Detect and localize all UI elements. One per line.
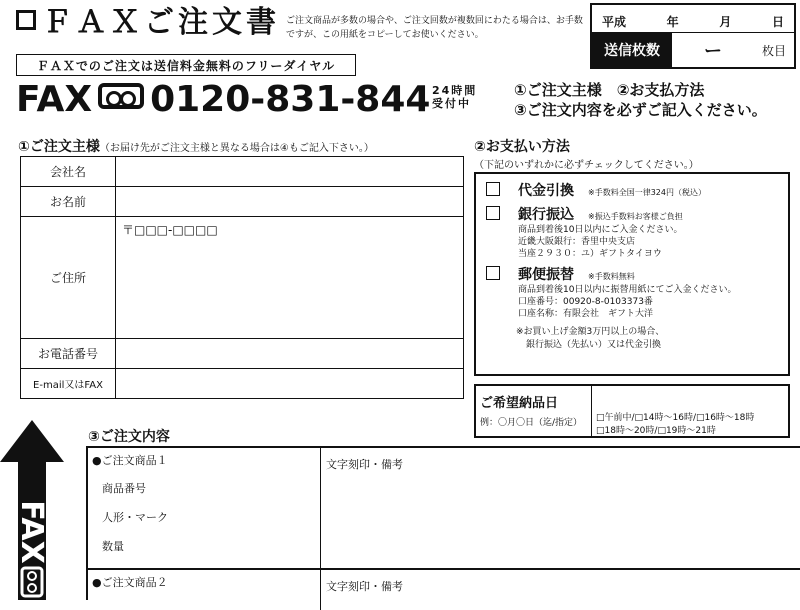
bank-checkbox[interactable] <box>486 206 500 220</box>
footnote-line-1: ※お買い上げ金額3万円以上の場合、 <box>516 327 665 337</box>
bank-line: 当座２９３０：ユ）ギフトタイヨウ <box>518 249 662 259</box>
delivery-slots <box>592 386 788 436</box>
sheets-label: 送信枚数 <box>592 33 672 67</box>
name-label: お名前 <box>21 187 116 217</box>
footnote-line-2: 銀行振込（先払い）又は代金引換 <box>526 340 662 350</box>
postal-line: 口座番号：00920-8-0103373番 <box>518 297 653 307</box>
email-label: E-mail又はFAX <box>21 369 116 399</box>
order-item-1 <box>88 448 800 570</box>
customer-note: （お届け先がご注文主様と異なる場合は④もご記入下さい。） <box>99 143 374 154</box>
order-heading: ③ご注文内容 <box>88 429 170 445</box>
square-icon <box>16 10 36 30</box>
order-item-2-note[interactable] <box>320 570 800 610</box>
payment-note: （下記のいずれかに必ずチェックしてください。） <box>474 160 699 171</box>
company-input[interactable] <box>116 157 464 187</box>
customer-table <box>20 156 464 399</box>
date-box <box>590 3 796 69</box>
address-label: ご住所 <box>21 217 116 339</box>
hours-line-2: 受付中 <box>432 97 471 110</box>
page-title <box>16 6 280 40</box>
doll-mark-label[interactable]: 人形・マーク <box>102 511 168 524</box>
fax-number-text: 0120-831-844 <box>150 79 431 120</box>
phone-input[interactable] <box>116 339 464 369</box>
month-field[interactable]: 月 <box>719 15 732 29</box>
postal-name: 郵便振替 <box>518 267 574 283</box>
company-label: 会社名 <box>21 157 116 187</box>
bank-line: 商品到着後10日以内にご入金ください。 <box>518 225 683 235</box>
steps-line-1: ①ご注文主様 ②お支払方法 <box>514 81 705 99</box>
order-item-2-left <box>88 570 321 610</box>
page-title-text: ＦＡＸご注文書 <box>42 5 280 40</box>
steps-instructions <box>514 80 767 120</box>
delivery-slot-line-1[interactable]: □午前中/□14時～16時/□16時～18時 <box>596 413 755 423</box>
bank-name: 銀行振込 <box>518 207 574 223</box>
engraving-label: 文字刻印・備考 <box>326 458 403 471</box>
engraving-label: 文字刻印・備考 <box>326 580 403 593</box>
free-dial-banner: ＦＡＸでのご注文は送信料金無料のフリーダイヤル <box>16 54 356 76</box>
sheets-value[interactable]: ー <box>704 41 722 62</box>
hours-line-1: 24時間 <box>432 84 478 97</box>
steps-line-2: ③ご注文内容を必ずご記入ください。 <box>514 101 767 119</box>
payment-postal <box>486 264 778 320</box>
postal-code-boxes[interactable]: 〒□□□-□□□□ <box>122 223 218 237</box>
delivery-slot-line-2[interactable]: □18時～20時/□19時～21時 <box>596 426 716 436</box>
arrow-label: FAX <box>14 500 49 564</box>
payment-heading: ②お支払い方法 <box>474 139 570 155</box>
phone-label: お電話番号 <box>21 339 116 369</box>
product-number-label[interactable]: 商品番号 <box>102 482 146 495</box>
postal-fee: ※手数料無料 <box>588 272 635 281</box>
postal-line: 商品到着後10日以内に振替用紙にてご入金ください。 <box>518 285 737 295</box>
delivery-example[interactable]: 例：〇月〇日（迄/指定） <box>480 418 583 428</box>
customer-heading-text: ①ご注文主様 <box>18 139 100 155</box>
cod-checkbox[interactable] <box>486 182 500 196</box>
sheets-unit: 枚目 <box>761 43 786 58</box>
order-item-1-left <box>88 448 321 568</box>
customer-heading <box>18 136 374 156</box>
order-item-2 <box>88 570 800 610</box>
payment-bank <box>486 204 778 260</box>
email-input[interactable] <box>116 369 464 399</box>
cod-fee: ※手数料全国一律324円（税込） <box>588 188 706 197</box>
order-table <box>86 446 800 600</box>
bank-fee: ※振込手数料お客様ご負担 <box>588 212 683 221</box>
order-item-name: ●ご注文商品１ <box>92 454 168 467</box>
intro-text: ご注文商品が多数の場合や、ご注文回数が複数回にわたる場合は、お手数ですが、この用紙をコピーしてお使いください。 <box>286 16 583 40</box>
delivery-box <box>474 384 790 438</box>
order-item-1-note[interactable] <box>320 448 800 568</box>
payment-footnote <box>486 326 778 352</box>
name-input[interactable] <box>116 187 464 217</box>
address-input[interactable] <box>116 217 464 339</box>
quantity-label[interactable]: 数量 <box>102 540 124 553</box>
freedial-icon <box>98 83 144 109</box>
postal-line: 口座名称：有限会社 ギフト大洋 <box>518 309 654 319</box>
fax-prefix: FAX <box>16 79 93 120</box>
day-field[interactable]: 日 <box>771 15 784 29</box>
cod-name: 代金引換 <box>518 183 574 199</box>
payment-cod <box>486 180 778 200</box>
fax-arrow-icon <box>0 420 64 600</box>
order-item-name: ●ご注文商品２ <box>92 576 168 589</box>
bank-line: 近畿大阪銀行：香里中央支店 <box>518 237 636 247</box>
delivery-label: ご希望納品日 <box>480 396 559 411</box>
fax-number <box>16 80 430 120</box>
year-field[interactable]: 年 <box>666 15 679 29</box>
postal-checkbox[interactable] <box>486 266 500 280</box>
payment-box <box>474 172 790 376</box>
fax-hours <box>432 84 477 110</box>
era-label: 平成 <box>602 15 627 29</box>
